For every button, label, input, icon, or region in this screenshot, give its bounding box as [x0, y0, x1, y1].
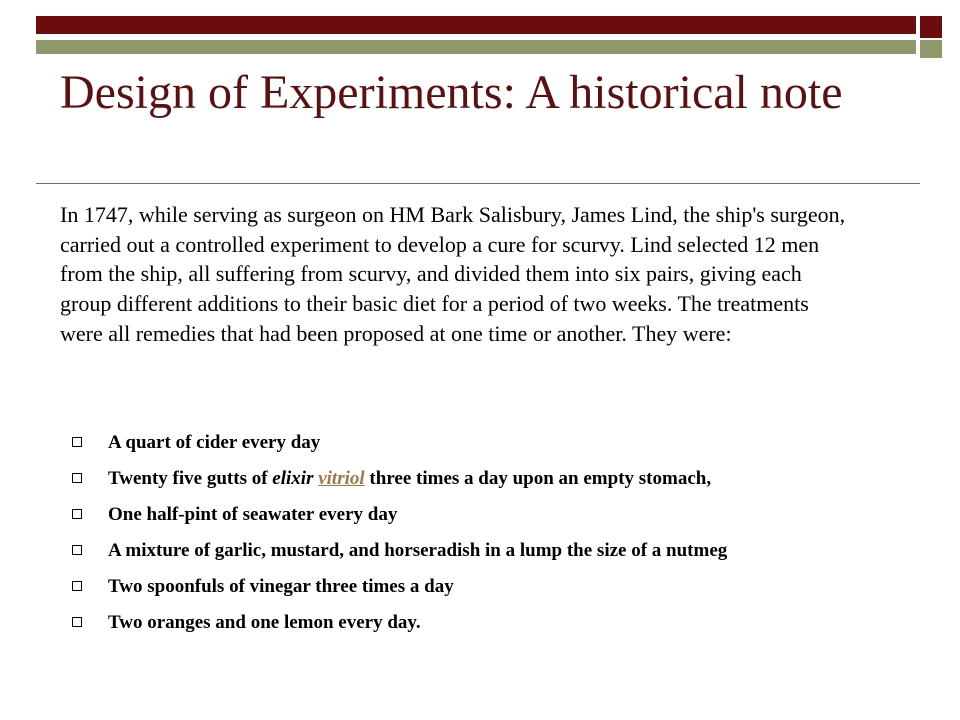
square-bullet-icon — [72, 545, 82, 555]
square-bullet-icon — [72, 509, 82, 519]
treatment-text-suffix: three times a day upon an empty stomach, — [364, 468, 712, 489]
list-item — [60, 574, 860, 599]
list-item — [60, 502, 860, 527]
slide-title: Design of Experiments: A historical note — [60, 66, 843, 119]
list-item — [60, 538, 860, 563]
treatment-text: A quart of cider every day — [108, 432, 321, 453]
square-bullet-icon — [72, 437, 82, 447]
title-divider — [36, 183, 920, 184]
intro-paragraph: In 1747, while serving as surgeon on HM Bark Salisbury, James Lind, the ship's surgeon, carried out a controlled experiment to develop a cure for scurvy. Lind selected 12 men from the ship, all suffering from scurvy, and divided them into six pairs, giving each group different additions to their basic diet for a period of two weeks. The treatments were all remedies that had been proposed at one time or another. They were: — [60, 202, 846, 346]
treatment-list — [60, 430, 860, 635]
treatment-text: Two spoonfuls of vinegar three times a day — [108, 576, 454, 597]
list-item — [60, 466, 860, 491]
treatment-text: A mixture of garlic, mustard, and horseradish in a lump the size of a nutmeg — [108, 540, 728, 561]
list-item — [60, 430, 860, 455]
header-bar-red — [36, 16, 916, 34]
corner-square-green — [920, 40, 942, 58]
treatment-text: Two oranges and one lemon every day. — [108, 612, 421, 633]
list-item — [60, 610, 860, 635]
vitriol-link[interactable]: vitriol — [318, 468, 365, 489]
header-bar-green — [36, 40, 916, 54]
square-bullet-icon — [72, 473, 82, 483]
treatment-text-prefix: Twenty five gutts of — [108, 468, 273, 489]
square-bullet-icon — [72, 581, 82, 591]
treatment-text: One half-pint of seawater every day — [108, 504, 398, 525]
square-bullet-icon — [72, 617, 82, 627]
treatment-text-italic: elixir — [272, 468, 314, 489]
corner-square-red — [920, 16, 942, 38]
